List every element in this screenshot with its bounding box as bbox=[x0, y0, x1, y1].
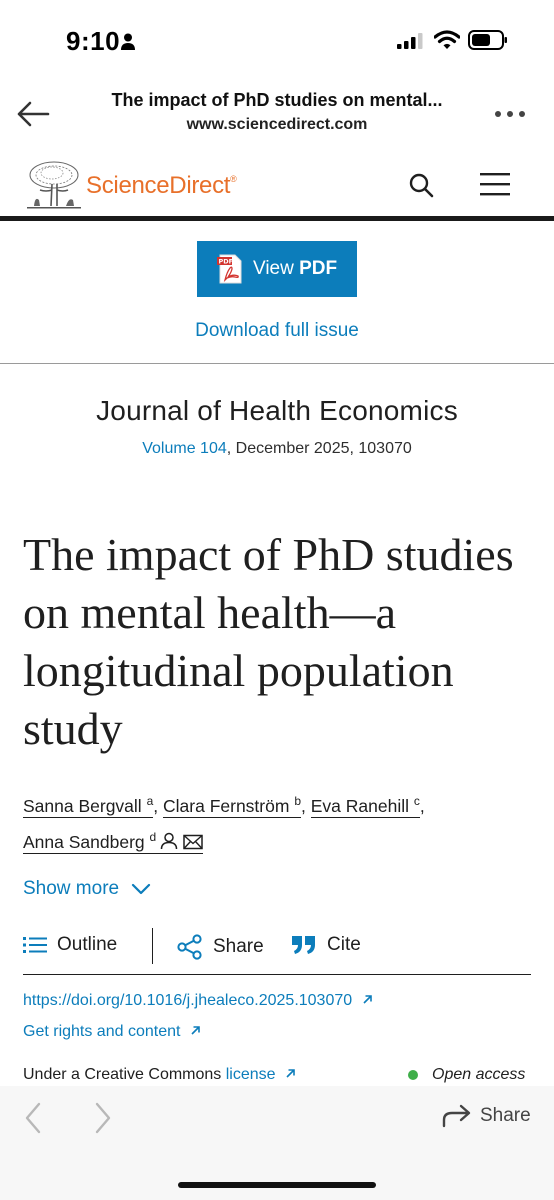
toolbar-share-label: Share bbox=[480, 1105, 531, 1126]
volume-link[interactable]: Volume 104 bbox=[142, 440, 227, 457]
browser-bottom-toolbar bbox=[0, 1086, 554, 1200]
view-pdf-label: View PDF bbox=[253, 258, 338, 279]
sciencedirect-logo-text[interactable]: ScienceDirect® bbox=[86, 172, 237, 199]
external-arrow-icon bbox=[190, 1025, 201, 1036]
journal-name[interactable]: Journal of Health Economics bbox=[96, 395, 458, 426]
volume-details: , December 2025, 103070 bbox=[226, 440, 412, 457]
svg-text:PDF: PDF bbox=[218, 257, 234, 266]
external-arrow-icon bbox=[285, 1068, 296, 1079]
license-prefix: Under a Creative Commons bbox=[23, 1066, 226, 1083]
hamburger-icon[interactable] bbox=[480, 172, 510, 196]
section-divider bbox=[0, 363, 554, 364]
author-list: Sanna Bergvall $^a$, Clara Fernström $^b$, Eva Ranehill $^c$, Anna Sandberg $^d$ bbox=[23, 794, 425, 852]
author-link[interactable]: Anna Sandberg $^d$ bbox=[23, 832, 203, 854]
volume-line bbox=[0, 440, 554, 458]
license-link[interactable]: license bbox=[226, 1066, 296, 1083]
cite-button[interactable] bbox=[291, 934, 361, 956]
outline-button[interactable] bbox=[23, 934, 117, 956]
article-title: The impact of PhD studies on mental health—a longitudinal population study bbox=[23, 529, 514, 754]
open-access-badge bbox=[408, 1066, 525, 1084]
header-divider bbox=[0, 216, 554, 221]
share-button[interactable] bbox=[177, 934, 264, 960]
share-nodes-icon bbox=[177, 934, 203, 960]
view-pdf-button[interactable] bbox=[197, 241, 357, 297]
chevron-down-icon bbox=[131, 883, 151, 895]
envelope-icon bbox=[183, 834, 203, 850]
author-link[interactable]: Eva Ranehill $^c$ bbox=[310, 794, 420, 816]
list-icon bbox=[23, 936, 47, 954]
arrow-left-icon[interactable] bbox=[16, 100, 50, 128]
outline-label: Outline bbox=[57, 934, 118, 955]
status-bar bbox=[0, 0, 554, 78]
browser-page-title: The impact of PhD studies on mental... bbox=[111, 90, 443, 110]
home-indicator[interactable] bbox=[178, 1182, 376, 1188]
action-row-divider bbox=[23, 974, 531, 975]
browser-header bbox=[0, 78, 554, 152]
author-link[interactable]: Clara Fernström $^b$ bbox=[163, 794, 301, 816]
article-action-row bbox=[23, 926, 531, 972]
share-label: Share bbox=[213, 936, 264, 957]
chevron-left-icon[interactable] bbox=[24, 1102, 42, 1134]
action-divider bbox=[152, 928, 153, 964]
doi-link[interactable]: https://doi.org/10.1016/j.jhealeco.2025.103070 bbox=[23, 992, 373, 1010]
license-line bbox=[23, 1066, 296, 1084]
rights-and-content-link[interactable]: Get rights and content bbox=[23, 1023, 201, 1041]
status-time: 9:10 bbox=[66, 26, 121, 56]
cite-label: Cite bbox=[327, 934, 361, 955]
wifi-icon bbox=[434, 30, 460, 50]
person-outline-icon bbox=[160, 832, 178, 850]
download-full-issue-link[interactable]: Download full issue bbox=[195, 320, 359, 341]
external-arrow-icon bbox=[362, 994, 373, 1005]
chevron-right-icon[interactable] bbox=[94, 1102, 112, 1134]
elsevier-tree-logo-icon[interactable] bbox=[26, 160, 82, 210]
sciencedirect-header bbox=[0, 152, 554, 216]
cellular-signal-icon bbox=[397, 33, 423, 49]
person-icon bbox=[120, 33, 136, 51]
open-access-label: Open access bbox=[432, 1066, 526, 1083]
quote-icon bbox=[291, 935, 317, 955]
browser-url[interactable]: www.sciencedirect.com bbox=[186, 116, 368, 133]
ellipsis-icon[interactable] bbox=[494, 109, 526, 119]
toolbar-share-button[interactable] bbox=[442, 1104, 531, 1128]
show-more-button[interactable] bbox=[23, 878, 151, 900]
share-arrow-icon bbox=[442, 1104, 472, 1128]
author-link[interactable]: Sanna Bergvall $^a$ bbox=[23, 794, 154, 816]
green-dot-icon bbox=[408, 1070, 418, 1080]
show-more-label: Show more bbox=[23, 878, 120, 899]
pdf-file-icon bbox=[217, 254, 243, 284]
battery-icon bbox=[468, 30, 508, 50]
search-icon[interactable] bbox=[408, 172, 434, 198]
